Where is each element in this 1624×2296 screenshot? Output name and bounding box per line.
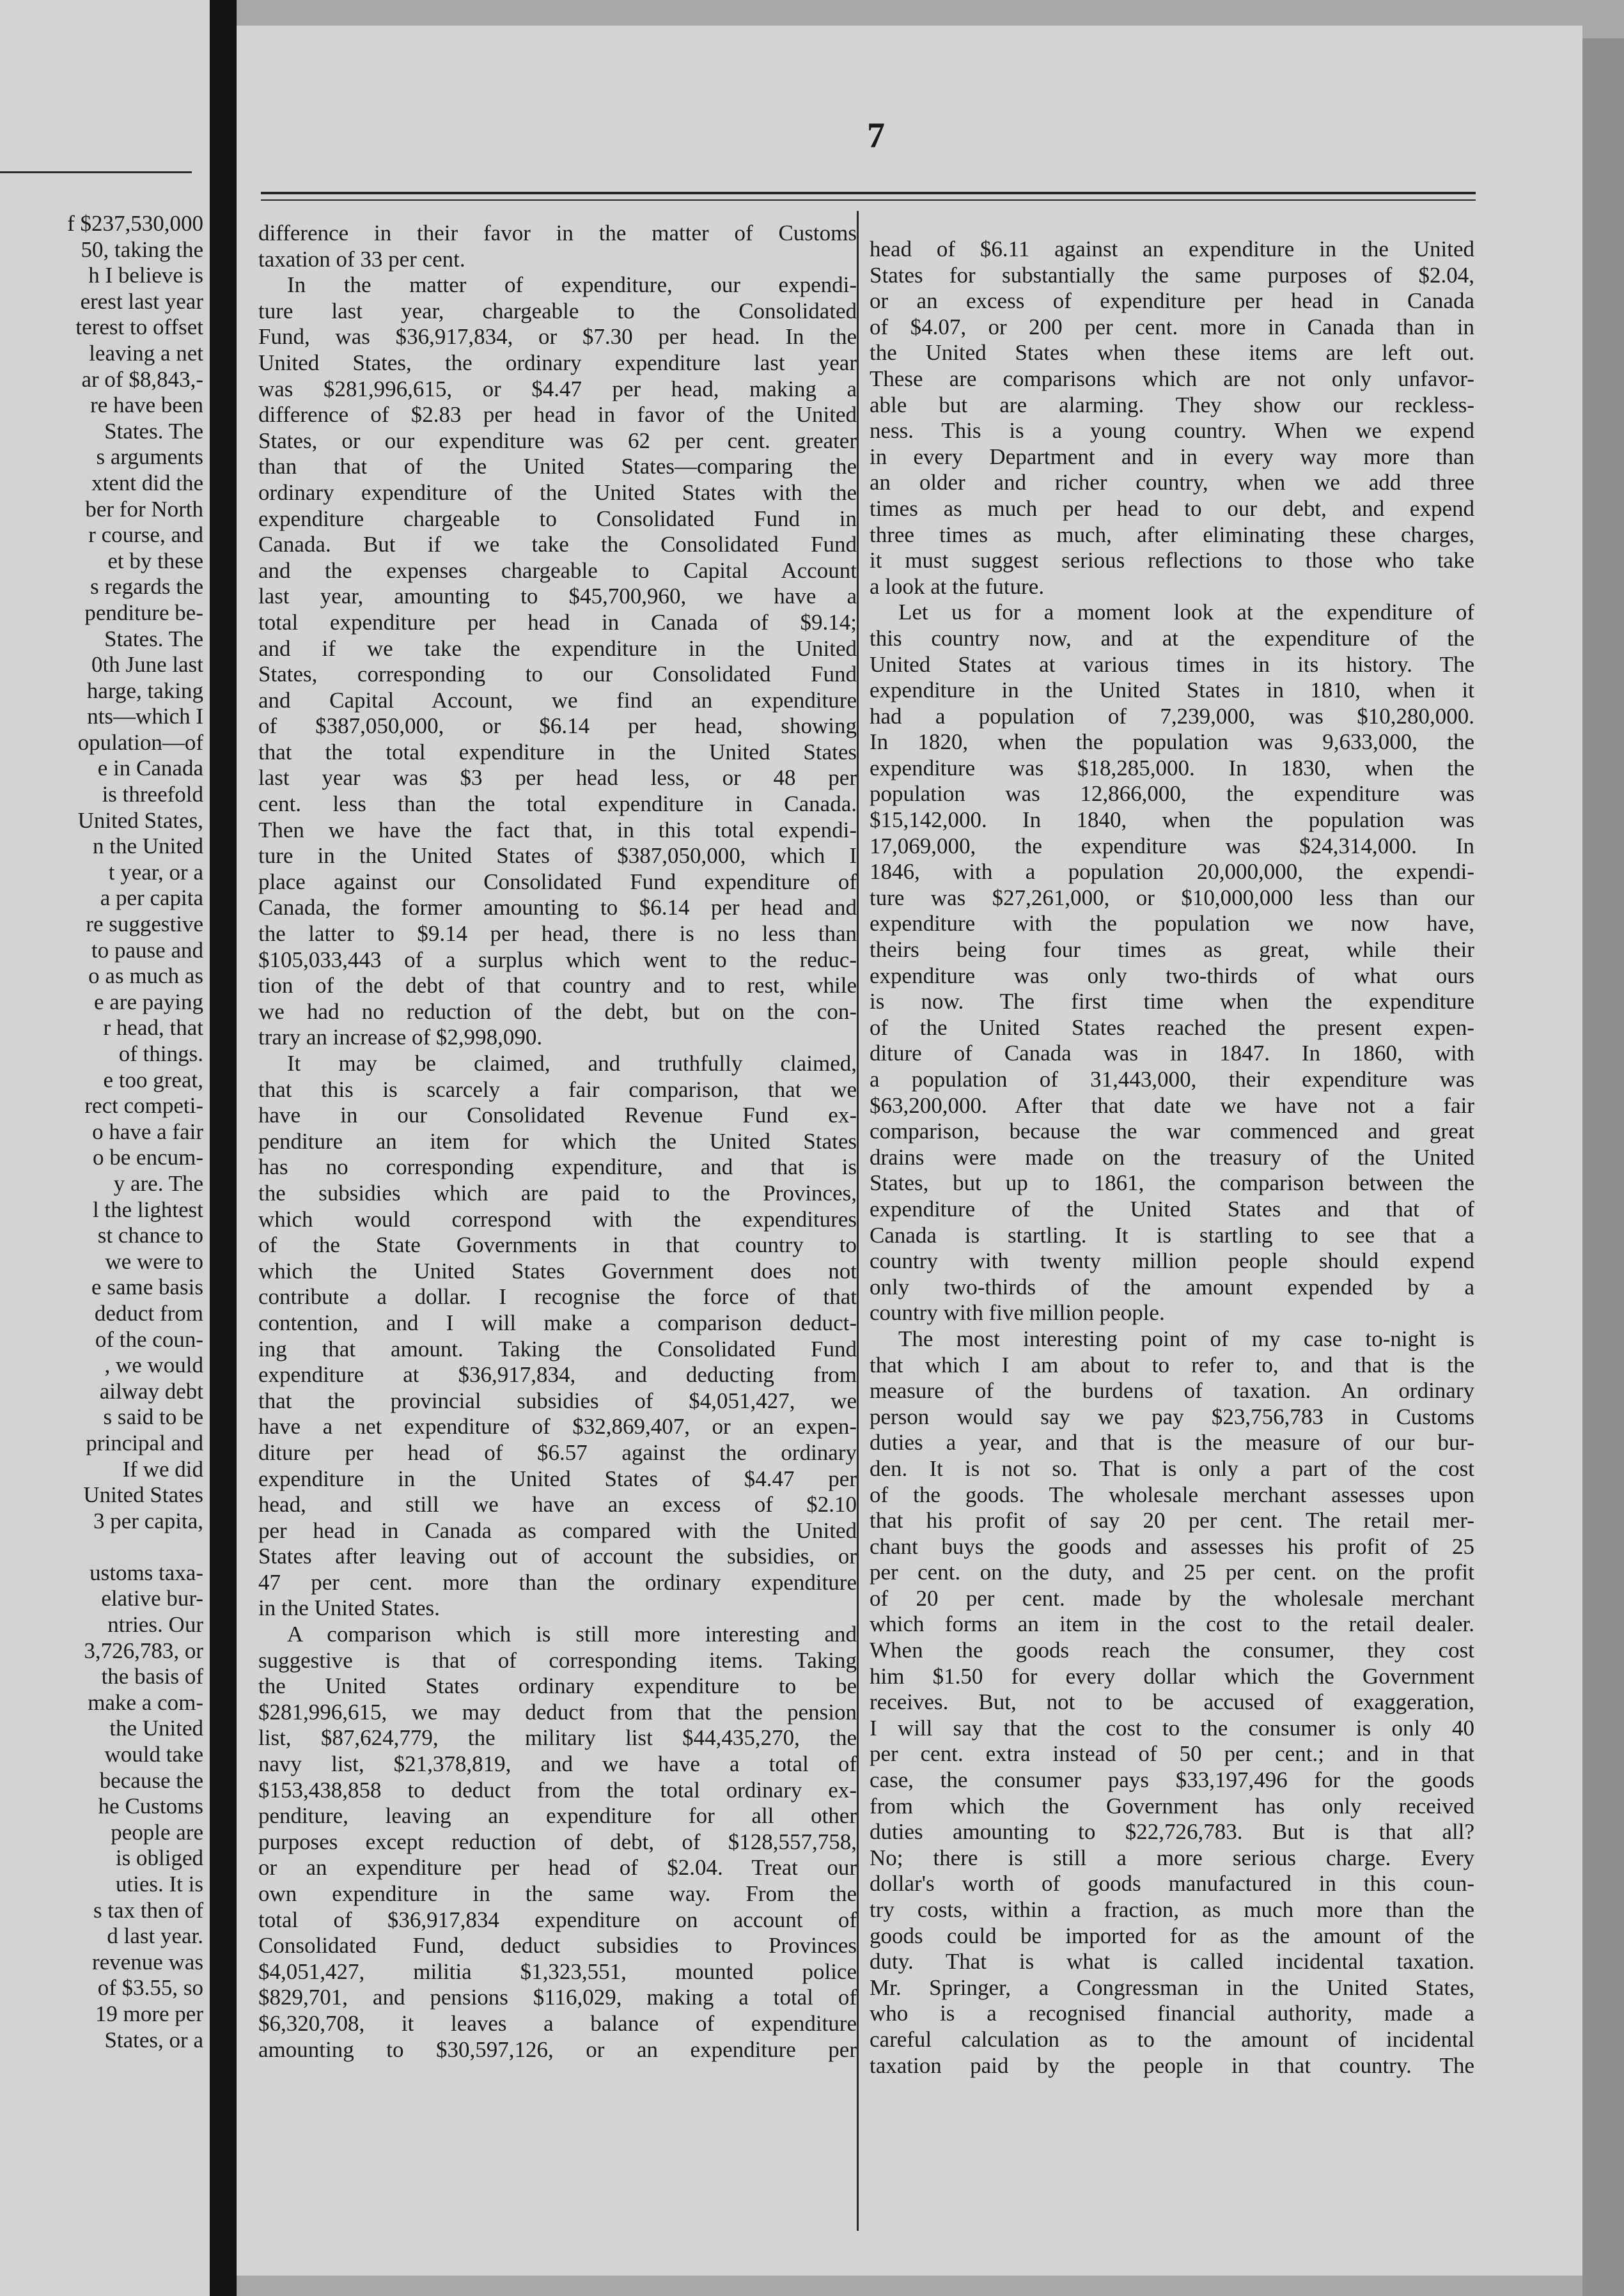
fragment-line: the basis of: [101, 1664, 203, 1689]
text-line: chant buys the goods and assesses his profit of 25: [870, 1533, 1474, 1559]
fragment-line: terest to offset: [75, 314, 203, 340]
text-line: Canada is startling. It is startling to see that a: [870, 1222, 1474, 1248]
text-line: have in our Consolidated Revenue Fund ex-: [258, 1103, 857, 1128]
text-line: last year, amounting to $45,700,960, we have a: [258, 584, 857, 609]
text-line: population was 12,866,000, the expenditure was: [870, 781, 1474, 807]
text-line: diture per head of $6.57 against the ordinary: [258, 1439, 857, 1465]
text-line: expenditure was only two-thirds of what ours: [870, 963, 1474, 988]
fragment-line: of the coun-: [95, 1326, 203, 1352]
adjacent-page: [0, 0, 210, 2296]
text-line: had a population of 7,239,000, was $10,280,000.: [870, 703, 1474, 729]
text-line: that his profit of say 20 per cent. The retail mer-: [870, 1508, 1474, 1533]
fragment-line: leaving a net: [89, 340, 203, 366]
text-line: own expenditure in the same way. From the: [258, 1881, 857, 1906]
text-line: try costs, within a fraction, as much more than the: [870, 1897, 1474, 1922]
text-line: which would correspond with the expenditures: [258, 1206, 857, 1232]
fragment-line: 3,726,783, or: [84, 1638, 203, 1663]
text-line: able but are alarming. They show our reckless-: [870, 392, 1474, 417]
fragment-line: ailway debt: [99, 1378, 203, 1404]
fragment-line: States. The: [104, 626, 203, 651]
text-line: $281,996,615, we may deduct from that the pension: [258, 1699, 857, 1725]
text-line: we had no reduction of the debt, but on the con-: [258, 998, 857, 1024]
fragment-line: r head, that: [103, 1015, 203, 1041]
fragment-line: States, or a: [104, 2027, 203, 2052]
text-line: States for substantially the same purposes of $2.04,: [870, 262, 1474, 288]
text-line: penditure an item for which the United States: [258, 1128, 857, 1154]
fragment-line: because the: [99, 1767, 203, 1793]
text-line: $63,200,000. After that date we have not a fair: [870, 1092, 1474, 1118]
fragment-line: United States: [83, 1482, 203, 1508]
text-line: than that of the United States—comparing the: [258, 454, 857, 479]
text-line: $6,320,708, it leaves a balance of expenditure: [258, 2010, 857, 2036]
fragment-line: 50, taking the: [81, 237, 203, 262]
fragment-line: xtent did the: [91, 470, 203, 495]
text-line: per head in Canada as compared with the United: [258, 1517, 857, 1543]
text-line: that which I am about to refer to, and that is the: [870, 1352, 1474, 1377]
header-rule-thick: [261, 192, 1476, 194]
text-line: Let us for a moment look at the expenditure of: [898, 600, 1474, 625]
text-line: ness. This is a young country. When we expend: [870, 418, 1474, 444]
text-line: per cent. extra instead of 50 per cent.; and in that: [870, 1741, 1474, 1767]
fragment-line: erest last year: [80, 288, 203, 314]
text-line: that this is scarcely a fair comparison, that we: [258, 1076, 857, 1102]
text-line: taxation of 33 per cent.: [258, 246, 465, 272]
fragment-line: et by these: [107, 548, 203, 573]
text-line: and the expenses chargeable to Capital Account: [258, 557, 857, 583]
text-line: 47 per cent. more than the ordinary expenditure: [258, 1569, 857, 1595]
text-line: case, the consumer pays $33,197,496 for the goods: [870, 1767, 1474, 1793]
fragment-line: t year, or a: [108, 859, 203, 885]
fragment-line: rect competi-: [84, 1093, 203, 1119]
text-line: who is a recognised financial authority, made a: [870, 2001, 1474, 2026]
text-line: of $4.07, or 200 per cent. more in Canada than in: [870, 314, 1474, 339]
text-line: ture in the United States of $387,050,000, which I: [258, 843, 857, 869]
text-line: Canada. But if we take the Consolidated Fund: [258, 532, 857, 557]
text-line: $4,051,427, militia $1,323,551, mounted police: [258, 1959, 857, 1984]
text-line: The most interesting point of my case to-night is: [898, 1326, 1474, 1351]
text-line: measure of the burdens of taxation. An ordinary: [870, 1378, 1474, 1404]
text-line: ture last year, chargeable to the Consolidated: [258, 298, 857, 323]
text-line: expenditure in the United States of $4.47 per: [258, 1466, 857, 1491]
text-line: total expenditure per head in Canada of $9.14;: [258, 609, 857, 635]
fragment-line: s tax then of: [93, 1897, 203, 1923]
fragment-line: f $237,530,000: [67, 211, 203, 236]
text-line: times as much per head to our debt, and expend: [870, 495, 1474, 521]
text-line: in every Department and in every way more than: [870, 444, 1474, 469]
text-line: and Capital Account, we find an expenditure: [258, 687, 857, 713]
text-line: United States at various times in its history. The: [870, 651, 1474, 677]
fragment-line: [0, 1534, 203, 1560]
text-line: list, $87,624,779, the military list $44,435,270, the: [258, 1725, 857, 1751]
text-line: Consolidated Fund, deduct subsidies to Provinces: [258, 1933, 857, 1959]
text-line: cent. less than the total expenditure in Canada.: [258, 791, 857, 817]
text-line: a population of 31,443,000, their expenditure was: [870, 1067, 1474, 1092]
text-line: that the provincial subsidies of $4,051,427, we: [258, 1388, 857, 1413]
text-line: drains were made on the treasury of the United: [870, 1144, 1474, 1170]
fragment-line: of things.: [118, 1041, 203, 1066]
text-line: head of $6.11 against an expenditure in the United: [870, 237, 1474, 261]
text-line: States, but up to 1861, the comparison between the: [870, 1170, 1474, 1196]
fragment-line: he Customs: [98, 1794, 203, 1819]
fragment-line: r course, and: [88, 522, 203, 548]
fragment-line: l the lightest: [92, 1197, 203, 1222]
fragment-line: revenue was: [92, 1949, 203, 1974]
text-line: him $1.50 for every dollar which the Government: [870, 1663, 1474, 1689]
text-line: contention, and I will make a comparison deduct-: [258, 1310, 857, 1335]
fragment-line: nts—which I: [87, 704, 203, 729]
text-line: It may be claimed, and truthfully claimed,: [287, 1051, 857, 1076]
fragment-line: o have a fair: [92, 1119, 203, 1144]
text-line: duty. That is what is called incidental taxation.: [870, 1949, 1474, 1974]
text-line: person would say we pay $23,756,783 in Customs: [870, 1404, 1474, 1429]
text-line: that the total expenditure in the United States: [258, 739, 857, 764]
fragment-line: o as much as: [88, 963, 203, 989]
text-line: In the matter of expenditure, our expendi-: [287, 272, 857, 298]
header-rule-thin: [261, 199, 1476, 201]
text-line: from which the Government has only received: [870, 1793, 1474, 1819]
text-line: difference in their favor in the matter of Customs: [258, 221, 857, 245]
fragment-line: e in Canada: [97, 756, 203, 781]
text-line: of 20 per cent. made by the wholesale merchant: [870, 1585, 1474, 1611]
fragment-line: ntries. Our: [107, 1612, 203, 1638]
fragment-line: re have been: [90, 392, 203, 418]
fragment-line: 19 more per: [95, 2001, 203, 2026]
text-line: the United States when these items are left out.: [870, 340, 1474, 366]
text-line: head, and still we have an excess of $2.10: [258, 1492, 857, 1517]
text-line: States after leaving out of account the subsidies, or: [258, 1544, 857, 1569]
text-column-1: [258, 221, 857, 2063]
fragment-line: the United: [109, 1716, 203, 1741]
fragment-line: States. The: [104, 418, 203, 444]
fragment-line: If we did: [122, 1456, 203, 1482]
fragment-line: elative bur-: [101, 1586, 203, 1611]
fragment-line: ustoms taxa-: [90, 1560, 203, 1585]
text-line: Canada, the former amounting to $6.14 per head and: [258, 895, 857, 920]
text-line: den. It is not so. That is only a part of the cost: [870, 1455, 1474, 1481]
text-line: last year was $3 per head less, or 48 per: [258, 765, 857, 791]
text-line: penditure, leaving an expenditure for all other: [258, 1803, 857, 1829]
text-line: expenditure in the United States in 1810, when it: [870, 678, 1474, 703]
fragment-line: n the United: [92, 834, 203, 859]
text-line: total of $36,917,834 expenditure on account of: [258, 1907, 857, 1932]
fragment-line: uties. It is: [115, 1872, 203, 1897]
fragment-line: s regards the: [90, 574, 203, 600]
text-line: country with twenty million people should expend: [870, 1248, 1474, 1274]
text-line: per cent. on the duty, and 25 per cent. on the profit: [870, 1560, 1474, 1585]
text-line: goods could be imported for as the amount of the: [870, 1923, 1474, 1948]
fragment-line: s arguments: [96, 444, 203, 470]
text-line: theirs being four times as great, while their: [870, 937, 1474, 963]
text-line: expenditure with the population we now have,: [870, 911, 1474, 936]
text-line: careful calculation as to the amount of incidental: [870, 2026, 1474, 2052]
text-line: which forms an item in the cost to the retail dealer.: [870, 1611, 1474, 1637]
text-line: dollar's worth of goods manufactured in this coun-: [870, 1871, 1474, 1897]
text-line: contribute a dollar. I recognise the force of that: [258, 1284, 857, 1310]
text-line: Mr. Springer, a Congressman in the United States,: [870, 1974, 1474, 2000]
text-line: ordinary expenditure of the United States with the: [258, 479, 857, 505]
fragment-line: penditure be-: [84, 600, 203, 625]
text-line: Then we have the fact that, in this total expendi-: [258, 817, 857, 842]
text-line: in the United States.: [258, 1595, 440, 1621]
text-line: which the United States Government does not: [258, 1258, 857, 1284]
text-line: Fund, was $36,917,834, or $7.30 per head. In the: [258, 324, 857, 350]
text-line: of $387,050,000, or $6.14 per head, showing: [258, 713, 857, 739]
text-line: receives. But, not to be accused of exaggeration,: [870, 1689, 1474, 1715]
text-line: ing that amount. Taking the Consolidated Fund: [258, 1336, 857, 1361]
text-line: When the goods reach the consumer, they cost: [870, 1638, 1474, 1663]
fragment-line: y are. The: [113, 1170, 203, 1196]
text-line: the latter to $9.14 per head, there is no less than: [258, 921, 857, 947]
fragment-line: of $3.55, so: [97, 1975, 203, 2001]
fragment-line: e same basis: [91, 1275, 203, 1300]
text-line: expenditure chargeable to Consolidated Fund in: [258, 506, 857, 531]
text-line: No; there is still a more serious charge. Every: [870, 1845, 1474, 1870]
text-line: expenditure of the United States and that of: [870, 1196, 1474, 1222]
text-line: it must suggest serious reflections to those who take: [870, 548, 1474, 573]
fragment-line: o be encum-: [93, 1145, 203, 1170]
fragment-line: s said to be: [103, 1404, 203, 1430]
fragment-line: deduct from: [94, 1300, 203, 1326]
fragment-line: is obliged: [115, 1845, 203, 1871]
text-line: diture of Canada was in 1847. In 1860, with: [870, 1041, 1474, 1066]
fragment-line: e are paying: [93, 989, 203, 1014]
text-line: 1846, with a population 20,000,000, the expendi-: [870, 859, 1474, 885]
fragment-line: re suggestive: [86, 911, 203, 937]
text-line: taxation paid by the people in that country. The: [870, 2052, 1474, 2078]
text-line: was $281,996,615, or $4.47 per head, making a: [258, 376, 857, 401]
page-number: 7: [867, 116, 885, 155]
binding-gutter: [210, 0, 237, 2296]
fragment-line: ar of $8,843,-: [81, 366, 203, 392]
text-column-2: [870, 237, 1474, 2079]
text-line: difference of $2.83 per head in favor of the United: [258, 402, 857, 428]
text-line: of the goods. The wholesale merchant assesses upon: [870, 1482, 1474, 1507]
text-line: of the United States reached the present expen-: [870, 1014, 1474, 1040]
header-rule-left-page: [0, 171, 192, 173]
fragment-line: e too great,: [103, 1067, 203, 1092]
text-line: I will say that the cost to the consumer is only 40: [870, 1715, 1474, 1741]
text-line: $153,438,858 to deduct from the total ordinary ex-: [258, 1777, 857, 1803]
text-line: a look at the future.: [870, 573, 1045, 599]
text-line: the subsidies which are paid to the Provinces,: [258, 1180, 857, 1206]
text-line: comparison, because the war commenced and great: [870, 1119, 1474, 1144]
fragment-line: we were to: [105, 1248, 203, 1274]
fragment-line: people are: [111, 1819, 203, 1845]
fragment-line: a per capita: [100, 885, 203, 911]
text-line: this country now, and at the expenditure of the: [870, 625, 1474, 651]
text-line: expenditure was $18,285,000. In 1830, when the: [870, 755, 1474, 780]
fragment-line: is threefold: [102, 782, 203, 807]
text-line: States, corresponding to our Consolidated Fund: [258, 662, 857, 687]
text-line: purposes except reduction of debt, of $128,557,758,: [258, 1829, 857, 1854]
page-edge-shadow: [1582, 38, 1624, 2296]
adjacent-page-column-fragment: [0, 211, 203, 2053]
fragment-line: , we would: [104, 1353, 203, 1378]
text-line: In 1820, when the population was 9,633,000, the: [870, 729, 1474, 755]
fragment-line: 0th June last: [91, 652, 203, 678]
fragment-line: st chance to: [97, 1223, 203, 1248]
fragment-line: opulation—of: [77, 729, 203, 755]
fragment-line: United States,: [77, 807, 203, 833]
text-line: place against our Consolidated Fund expenditure of: [258, 869, 857, 894]
text-line: amounting to $30,597,126, or an expenditure per: [258, 2036, 857, 2062]
text-line: trary an increase of $2,998,090.: [258, 1025, 543, 1050]
text-line: an older and richer country, when we add three: [870, 470, 1474, 495]
text-line: has no corresponding expenditure, and that is: [258, 1154, 857, 1180]
text-line: or an excess of expenditure per head in Canada: [870, 288, 1474, 314]
fragment-line: make a com-: [88, 1689, 203, 1715]
text-line: These are comparisons which are not only unfavor-: [870, 366, 1474, 391]
text-line: expenditure at $36,917,834, and deducting from: [258, 1362, 857, 1388]
text-line: navy list, $21,378,819, and we have a total of: [258, 1751, 857, 1777]
text-line: ture was $27,261,000, or $10,000,000 less than our: [870, 885, 1474, 910]
text-line: and if we take the expenditure in the United: [258, 635, 857, 661]
text-line: country with five million people.: [870, 1300, 1165, 1326]
fragment-line: harge, taking: [86, 678, 203, 703]
text-line: of the State Governments in that country to: [258, 1232, 857, 1258]
text-line: 17,069,000, the expenditure was $24,314,000. In: [870, 833, 1474, 858]
text-line: the United States ordinary expenditure to be: [258, 1673, 857, 1699]
text-line: have a net expenditure of $32,869,407, or an expen-: [258, 1414, 857, 1439]
text-line: United States, the ordinary expenditure last year: [258, 350, 857, 375]
text-line: or an expenditure per head of $2.04. Treat our: [258, 1855, 857, 1881]
text-line: duties a year, and that is the measure of our bur-: [870, 1430, 1474, 1455]
column-divider: [857, 211, 859, 2231]
fragment-line: 3 per capita,: [93, 1508, 203, 1533]
fragment-line: h I believe is: [88, 263, 203, 288]
text-line: $105,033,443 of a surplus which went to the reduc-: [258, 947, 857, 972]
text-line: $829,701, and pensions $116,029, making a total of: [258, 1985, 857, 2010]
text-line: $15,142,000. In 1840, when the population was: [870, 807, 1474, 833]
fragment-line: would take: [104, 1742, 203, 1767]
text-line: duties amounting to $22,726,783. But is that all?: [870, 1819, 1474, 1845]
text-line: A comparison which is still more interesting and: [287, 1622, 857, 1647]
text-line: only two-thirds of the amount expended by a: [870, 1274, 1474, 1299]
text-line: States, or our expenditure was 62 per cent. greater: [258, 428, 857, 453]
text-line: suggestive is that of corresponding items. Taking: [258, 1647, 857, 1673]
fragment-line: ber for North: [85, 496, 203, 522]
text-line: three times as much, after eliminating these charges,: [870, 522, 1474, 547]
fragment-line: principal and: [86, 1430, 203, 1455]
text-line: tion of the debt of that country and to rest, while: [258, 973, 857, 998]
fragment-line: d last year.: [107, 1923, 203, 1949]
text-line: is now. The first time when the expenditure: [870, 989, 1474, 1014]
fragment-line: to pause and: [91, 937, 203, 963]
